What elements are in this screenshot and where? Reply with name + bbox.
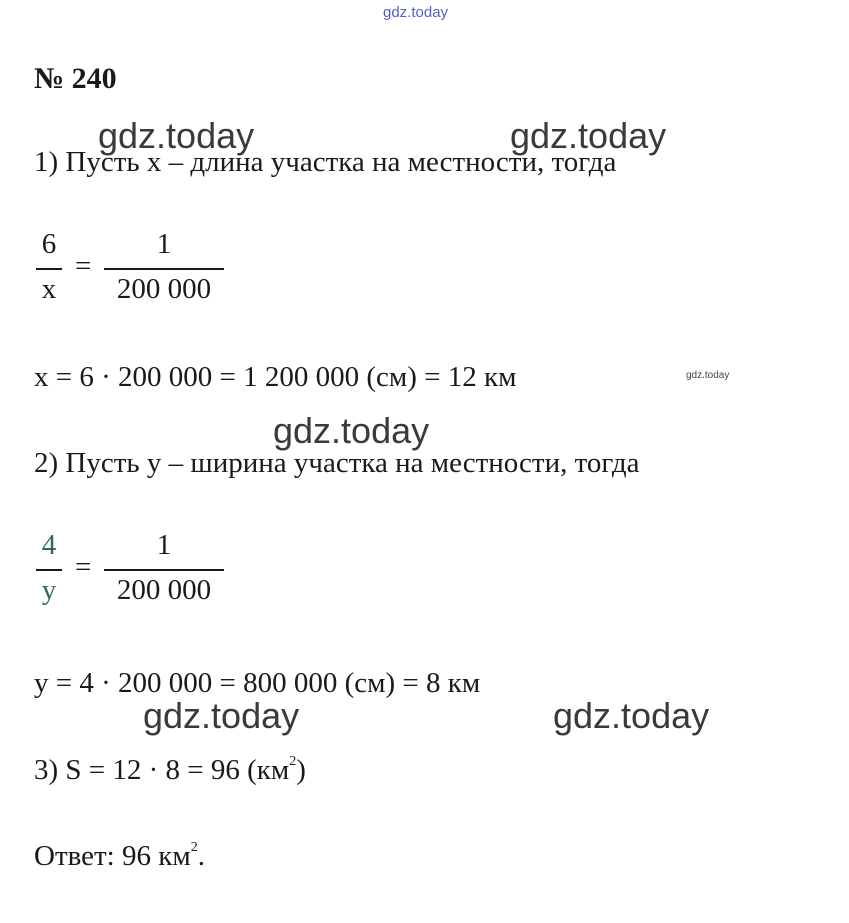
watermark-small: gdz.today	[686, 370, 730, 381]
step2-fraction-right	[104, 529, 224, 609]
fraction-numerator: 1	[156, 228, 172, 260]
fraction-denominator: x	[41, 273, 57, 305]
step3-text: 3) S = 12 · 8 = 96 (км	[34, 754, 290, 786]
fraction-denominator: y	[41, 574, 57, 606]
watermark: gdz.today	[553, 695, 710, 736]
fraction-bar	[104, 569, 224, 571]
fraction-numerator: 6	[41, 228, 57, 260]
watermark: gdz.today	[273, 410, 430, 451]
equals-sign: =	[75, 551, 92, 583]
fraction-bar	[36, 569, 62, 571]
fraction-bar	[104, 268, 224, 270]
fraction-numerator: 4	[41, 529, 57, 561]
step1-fraction-left	[36, 228, 62, 308]
step2-calculation: y = 4 · 200 000 = 800 000 (см) = 8 км	[34, 667, 481, 699]
superscript: 2	[190, 840, 198, 855]
step1-fraction-right	[104, 228, 224, 308]
step3-area	[34, 754, 306, 787]
answer-period: .	[197, 840, 205, 872]
answer	[34, 840, 205, 873]
watermark-top: gdz.today	[383, 4, 449, 21]
problem-number: № 240	[34, 62, 117, 95]
fraction-denominator: 200 000	[116, 273, 212, 305]
equals-sign: =	[75, 250, 92, 282]
fraction-denominator: 200 000	[116, 574, 212, 606]
step2-text: 2) Пусть y – ширина участка на местности, тогда	[34, 447, 640, 479]
answer-text: Ответ: 96 км	[34, 840, 191, 872]
step1-calculation: x = 6 · 200 000 = 1 200 000 (см) = 12 км	[34, 361, 517, 393]
fraction-bar	[36, 268, 62, 270]
watermark: gdz.today	[510, 115, 667, 156]
closing-paren: )	[296, 754, 306, 786]
watermark: gdz.today	[98, 115, 255, 156]
step2-fraction-left	[36, 529, 62, 609]
watermark: gdz.today	[143, 695, 300, 736]
fraction-numerator: 1	[156, 529, 172, 561]
step1-text: 1) Пусть x – длина участка на местности, тогда	[34, 146, 617, 178]
superscript: 2	[289, 754, 297, 769]
